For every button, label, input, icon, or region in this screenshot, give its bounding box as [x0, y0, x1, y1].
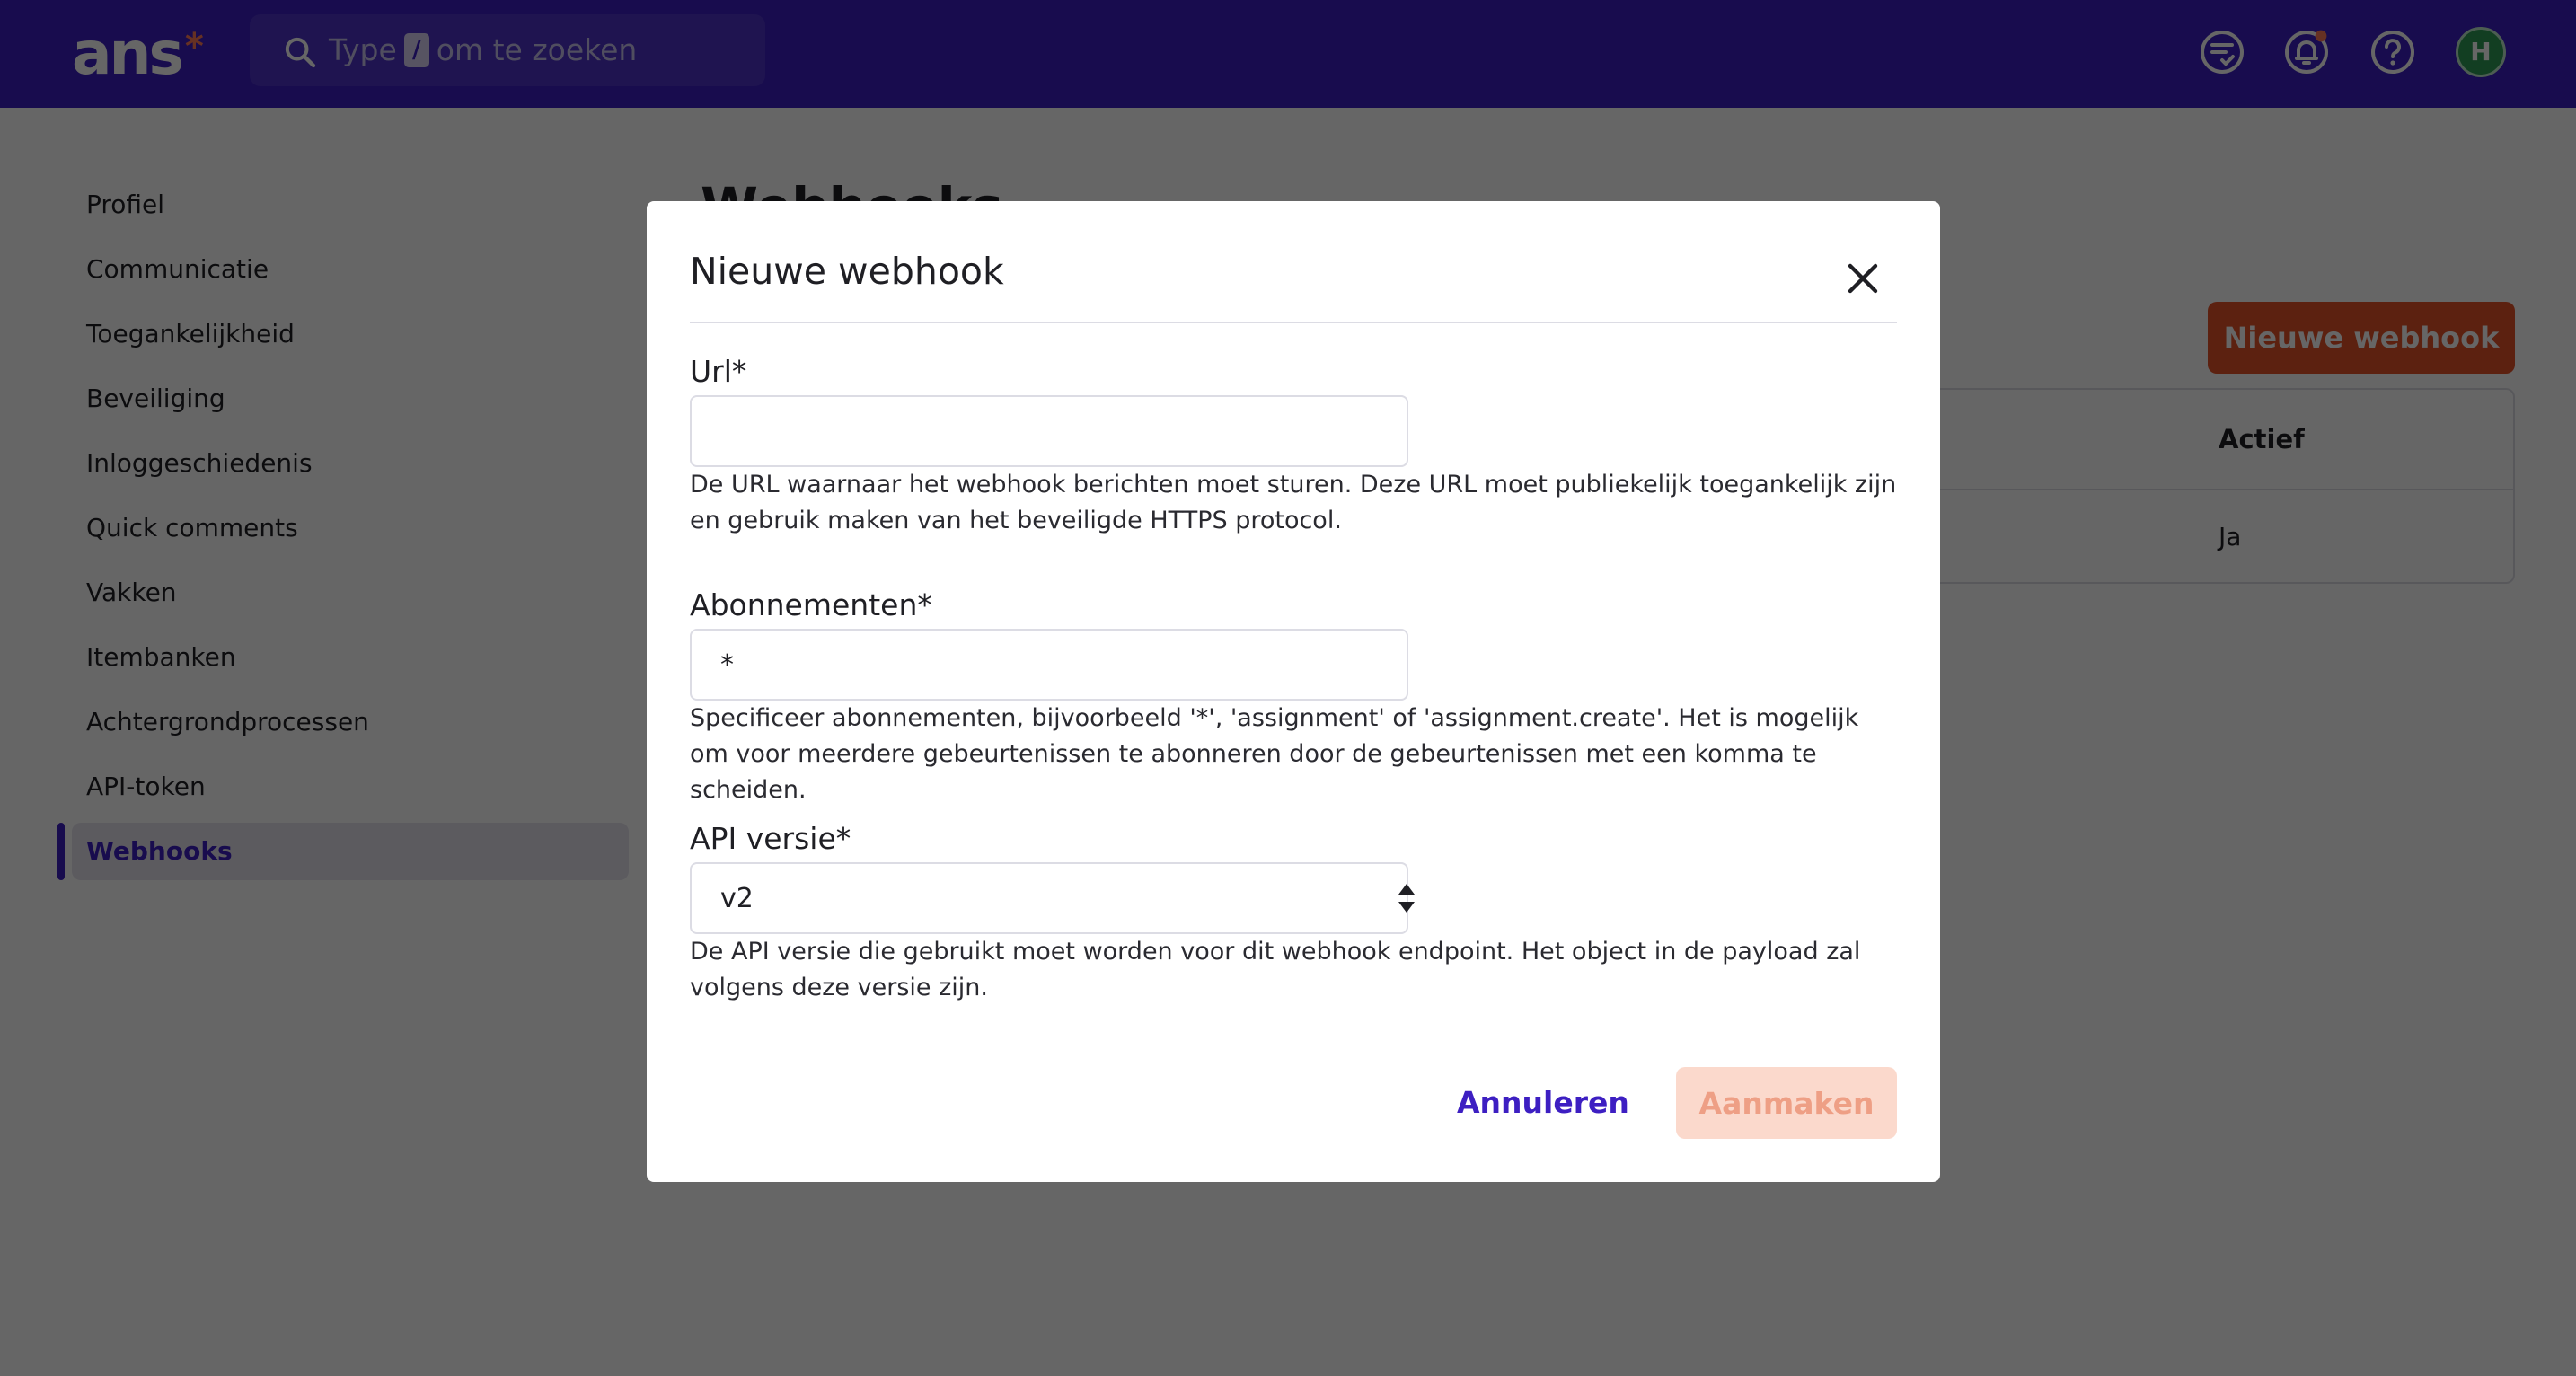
url-help-text: De URL waarnaar het webhook berichten moet sturen. Deze URL moet publiekelijk toegankelijk zijn en gebruik maken van het beveiligde HTTPS protocol.	[690, 471, 1897, 534]
cancel-button[interactable]: Annuleren	[1457, 1067, 1629, 1139]
url-input[interactable]	[690, 395, 1408, 467]
api-version-select[interactable]	[690, 862, 1408, 934]
api-version-help-text: De API versie die gebruikt moet worden voor dit webhook endpoint. Het object in de payload zal volgens deze versie zijn.	[690, 938, 1861, 1001]
subscriptions-help-text: Specificeer abonnementen, bijvoorbeeld '*', 'assignment' of 'assignment.create'. Het is mogelijk om voor meerdere gebeurtenissen te abonneren door de gebeurtenissen met een komma te scheiden.	[690, 704, 1859, 804]
new-webhook-dialog	[647, 201, 1940, 1182]
subscriptions-label: Abonnementen*	[690, 587, 932, 622]
dialog-header-divider	[690, 322, 1897, 323]
dialog-title: Nieuwe webhook	[690, 250, 1004, 293]
subscriptions-input[interactable]	[690, 629, 1408, 701]
api-version-label: API versie*	[690, 821, 851, 856]
close-icon[interactable]	[1845, 260, 1881, 296]
url-label: Url*	[690, 354, 747, 389]
create-button[interactable]: Aanmaken	[1676, 1067, 1897, 1139]
api-version-select-wrapper	[647, 862, 1455, 934]
